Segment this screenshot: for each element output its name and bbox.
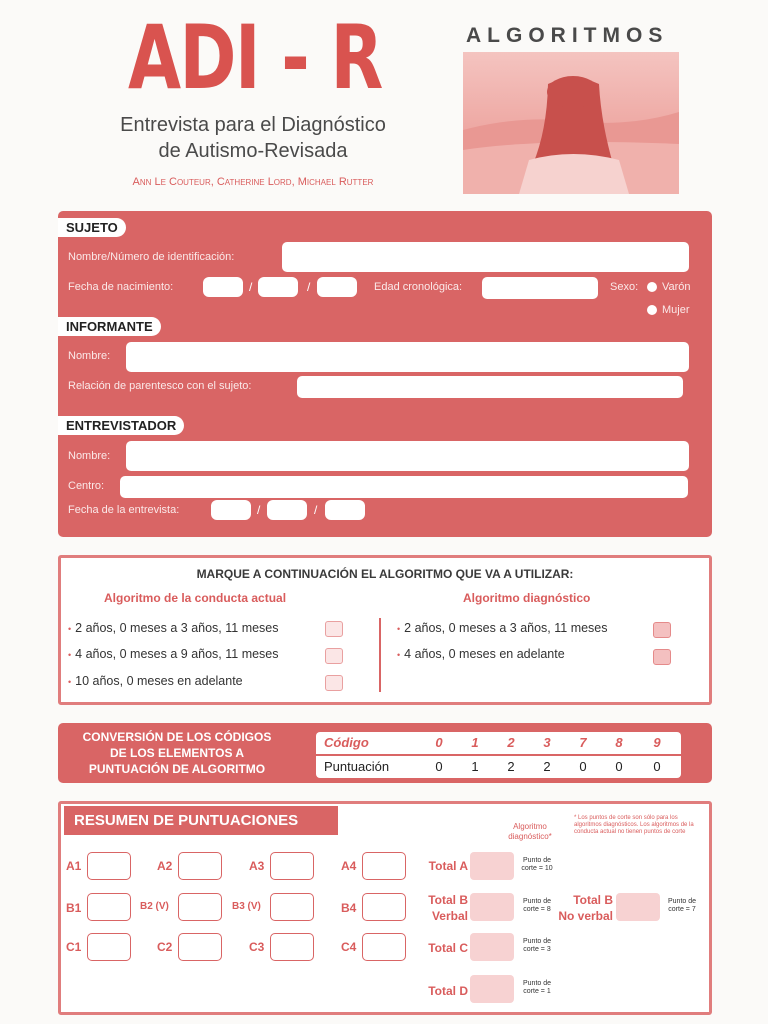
conducta-checkbox-2[interactable] — [325, 648, 343, 664]
bullet: • — [68, 624, 72, 634]
edad-label: Edad cronológica: — [374, 281, 463, 293]
item-b4-label: B4 — [341, 901, 357, 915]
codigo-value: 3 — [543, 735, 551, 750]
option-label: 10 años, 0 meses en adelante — [75, 674, 243, 688]
puntuacion-value: 2 — [507, 759, 515, 774]
cover-photo — [463, 52, 679, 194]
item-a3-field[interactable] — [270, 852, 314, 880]
bullet: • — [397, 650, 401, 660]
total-b-verbal-line-1: Total B — [428, 893, 468, 907]
item-a1-label: A1 — [66, 859, 82, 873]
conversion-title-2: DE LOS ELEMENTOS A — [109, 746, 244, 760]
diagnostico-title: Algoritmo diagnóstico — [463, 591, 591, 605]
codigo-value: 1 — [471, 735, 479, 750]
nacimiento-month-field[interactable] — [258, 277, 298, 297]
total-c-field[interactable] — [470, 933, 514, 961]
corte-d — [515, 980, 559, 996]
entrevista-month-field[interactable] — [267, 500, 307, 520]
diagnostico-checkbox-2[interactable] — [653, 649, 671, 665]
corte-value: corte = 8 — [523, 906, 551, 913]
bullet: • — [397, 624, 401, 634]
varon-label: Varón — [662, 281, 691, 293]
item-b3-label: B3 (V) — [232, 901, 261, 912]
cutoff-note: * Los puntos de corte son sólo para los algoritmos diagnósticos. Los algoritmos de la conducta actual no tienen puntos de corte — [574, 815, 694, 835]
option-label: 2 años, 0 meses a 3 años, 11 meses — [404, 621, 608, 635]
option-label: 2 años, 0 meses a 3 años, 11 meses — [75, 621, 279, 635]
nombre-id-field[interactable] — [282, 242, 689, 272]
puntuacion-value: 0 — [615, 759, 623, 774]
item-c2-label: C2 — [157, 940, 173, 954]
diagnostico-checkbox-1[interactable] — [653, 622, 671, 638]
diagnostico-option-2 — [397, 647, 565, 661]
date-separator: / — [257, 503, 261, 517]
relacion-field[interactable] — [297, 376, 683, 398]
column-divider — [379, 618, 381, 692]
item-a3-label: A3 — [249, 859, 265, 873]
item-c1-field[interactable] — [87, 933, 131, 961]
puntuacion-value: 1 — [471, 759, 479, 774]
total-b-noverbal-field[interactable] — [616, 893, 660, 921]
total-d-field[interactable] — [470, 975, 514, 1003]
entrevistador-nombre-field[interactable] — [126, 441, 689, 471]
item-c4-label: C4 — [341, 940, 357, 954]
entrevistador-title: ENTREVISTADOR — [58, 416, 184, 435]
conducta-option-1 — [68, 621, 279, 635]
item-c4-field[interactable] — [362, 933, 406, 961]
codigo-value: 8 — [615, 735, 623, 750]
corte-label: Punto de — [522, 857, 552, 864]
centro-field[interactable] — [120, 476, 688, 498]
algoritmo-title: MARQUE A CONTINUACIÓN EL ALGORITMO QUE VA A UTILIZAR: — [196, 567, 574, 581]
subtitle-line-2: de Autismo-Revisada — [158, 140, 348, 162]
item-b3-field[interactable] — [270, 893, 314, 921]
total-c-label: Total C — [428, 941, 468, 955]
mujer-label: Mujer — [662, 304, 690, 316]
item-b4-field[interactable] — [362, 893, 406, 921]
total-d-label: Total D — [428, 984, 468, 998]
puntuacion-value: 0 — [435, 759, 443, 774]
edad-field[interactable] — [482, 277, 598, 299]
corte-value: corte = 7 — [668, 906, 696, 913]
entrevistador-nombre-label: Nombre: — [68, 450, 111, 462]
item-a1-field[interactable] — [87, 852, 131, 880]
sexo-label: Sexo: — [610, 281, 639, 293]
corte-a — [515, 857, 559, 873]
item-b2-field[interactable] — [178, 893, 222, 921]
informante-nombre-field[interactable] — [126, 342, 689, 372]
item-b2-label: B2 (V) — [140, 901, 169, 912]
conversion-title-1: CONVERSIÓN DE LOS CÓDIGOS — [82, 730, 272, 744]
conducta-option-3 — [68, 674, 243, 688]
bullet: • — [68, 677, 72, 687]
codigo-value: 7 — [579, 735, 587, 750]
item-b1-label: B1 — [66, 901, 82, 915]
corte-label: Punto de — [522, 980, 552, 987]
item-c3-label: C3 — [249, 940, 265, 954]
total-a-field[interactable] — [470, 852, 514, 880]
item-a4-label: A4 — [341, 859, 357, 873]
diagnostico-option-1 — [397, 621, 608, 635]
date-separator: / — [307, 280, 311, 294]
resumen-title: RESUMEN DE PUNTUACIONES — [64, 806, 338, 835]
subtitle-line-1: Entrevista para el Diagnóstico — [120, 114, 386, 136]
corte-bn — [661, 898, 703, 914]
section-title: ALGORITMOS — [466, 24, 669, 47]
corte-label: Punto de — [522, 938, 552, 945]
codigo-value: 2 — [507, 735, 515, 750]
conversion-divider — [316, 754, 681, 756]
sujeto-title: SUJETO — [58, 218, 126, 237]
bullet: • — [68, 650, 72, 660]
authors: Ann Le Couteur, Catherine Lord, Michael Rutter — [132, 176, 374, 188]
codigo-value: 9 — [653, 735, 661, 750]
mujer-radio[interactable] — [647, 305, 657, 315]
entrevista-year-field[interactable] — [325, 500, 365, 520]
date-separator: / — [314, 503, 318, 517]
item-a4-field[interactable] — [362, 852, 406, 880]
item-a2-field[interactable] — [178, 852, 222, 880]
conversion-title — [62, 729, 292, 777]
puntuacion-label: Puntuación — [324, 759, 390, 774]
adi-r-logo: ADI - R — [128, 6, 382, 109]
puntuacion-value: 2 — [543, 759, 551, 774]
date-separator: / — [249, 280, 253, 294]
conversion-title-3: PUNTUACIÓN DE ALGORITMO — [88, 762, 266, 776]
entrevista-day-field[interactable] — [211, 500, 251, 520]
total-b-verbal-line-2: Verbal — [431, 909, 468, 923]
diagnostico-label — [497, 822, 563, 842]
puntuacion-value: 0 — [579, 759, 587, 774]
item-b1-field[interactable] — [87, 893, 131, 921]
relacion-label: Relación de parentesco con el sujeto: — [68, 380, 252, 392]
nombre-id-label: Nombre/Número de identificación: — [68, 251, 235, 263]
diagnostico-label-1: Algoritmo — [513, 822, 547, 831]
centro-label: Centro: — [68, 480, 105, 492]
total-a-label: Total A — [428, 859, 468, 873]
conducta-checkbox-3[interactable] — [325, 675, 343, 691]
corte-c — [515, 938, 559, 954]
nacimiento-year-field[interactable] — [317, 277, 357, 297]
fecha-nacimiento-label: Fecha de nacimiento: — [68, 281, 174, 293]
item-a2-label: A2 — [157, 859, 173, 873]
diagnostico-label-2: diagnóstico* — [508, 832, 552, 841]
total-b-noverbal-label — [552, 892, 613, 924]
codigo-value: 0 — [435, 735, 443, 750]
item-c1-label: C1 — [66, 940, 82, 954]
subtitle — [90, 112, 416, 164]
conducta-actual-title: Algoritmo de la conducta actual — [104, 591, 287, 605]
nacimiento-day-field[interactable] — [203, 277, 243, 297]
total-b-verbal-label — [410, 892, 468, 924]
corte-value: corte = 10 — [521, 865, 553, 872]
total-b-noverbal-line-1: Total B — [573, 893, 613, 907]
total-b-noverbal-line-2: No verbal — [558, 909, 613, 923]
informante-nombre-label: Nombre: — [68, 350, 111, 362]
puntuacion-value: 0 — [653, 759, 661, 774]
conducta-option-2 — [68, 647, 279, 661]
informante-title: INFORMANTE — [58, 317, 161, 336]
total-b-verbal-field[interactable] — [470, 893, 514, 921]
option-label: 4 años, 0 meses a 9 años, 11 meses — [75, 647, 279, 661]
item-c2-field[interactable] — [178, 933, 222, 961]
varon-radio[interactable] — [647, 282, 657, 292]
codigo-label: Código — [324, 735, 369, 750]
fecha-entrevista-label: Fecha de la entrevista: — [68, 504, 180, 516]
corte-label: Punto de — [522, 898, 552, 905]
option-label: 4 años, 0 meses en adelante — [404, 647, 565, 661]
conducta-checkbox-1[interactable] — [325, 621, 343, 637]
corte-value: corte = 3 — [523, 946, 551, 953]
corte-label: Punto de — [667, 898, 697, 905]
corte-value: corte = 1 — [523, 988, 551, 995]
item-c3-field[interactable] — [270, 933, 314, 961]
